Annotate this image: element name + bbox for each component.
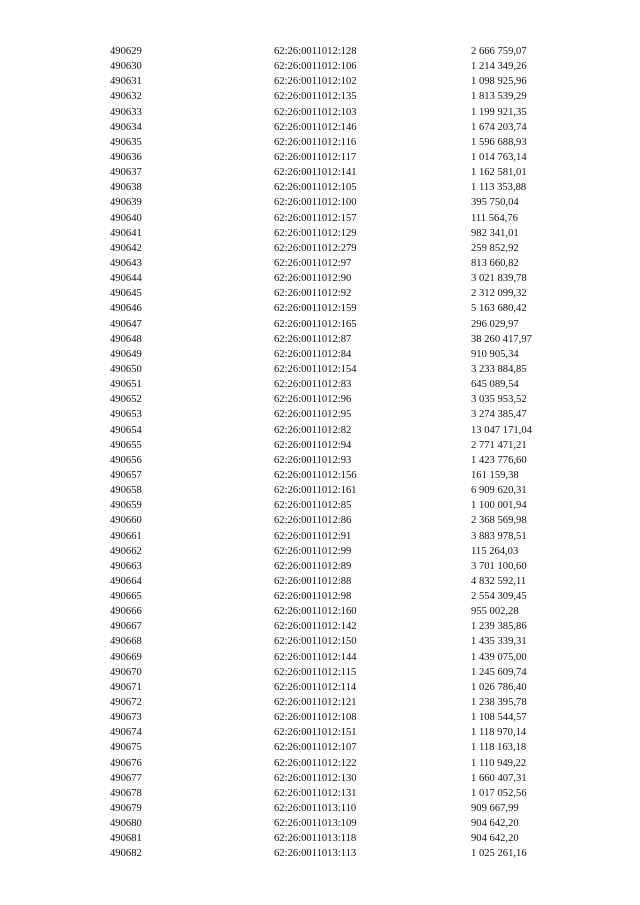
table-row <box>0 453 640 468</box>
row-number: 490630 <box>110 61 142 73</box>
row-number: 490682 <box>110 848 142 860</box>
table-row <box>0 195 640 210</box>
cadastral-number: 62:26:0011012:146 <box>274 121 357 133</box>
row-number: 490636 <box>110 151 142 163</box>
row-number: 490678 <box>110 787 142 799</box>
cadastral-number: 62:26:0011012:117 <box>274 151 357 163</box>
table-row <box>0 831 640 846</box>
cadastral-value: 161 159,38 <box>471 469 519 481</box>
cadastral-number: 62:26:0011012:130 <box>274 772 357 784</box>
cadastral-number: 62:26:0011012:87 <box>274 333 352 345</box>
table-row <box>0 74 640 89</box>
cadastral-number: 62:26:0011012:108 <box>274 712 357 724</box>
cadastral-value: 1 439 075,00 <box>471 651 527 663</box>
table-row <box>0 120 640 135</box>
cadastral-number: 62:26:0011012:114 <box>274 681 357 693</box>
cadastral-number: 62:26:0011012:83 <box>274 379 352 391</box>
row-number: 490649 <box>110 348 142 360</box>
row-number: 490654 <box>110 424 142 436</box>
cadastral-value: 395 750,04 <box>471 197 519 209</box>
row-number: 490629 <box>110 46 142 57</box>
row-number: 490641 <box>110 227 142 239</box>
cadastral-value: 1 238 395,78 <box>471 697 527 709</box>
cadastral-value: 3 701 100,60 <box>471 560 527 572</box>
cadastral-number: 62:26:0011012:96 <box>274 394 352 406</box>
cadastral-value: 1 025 261,16 <box>471 848 527 860</box>
row-number: 490672 <box>110 697 142 709</box>
cadastral-number: 62:26:0011012:128 <box>274 46 357 57</box>
row-number: 490679 <box>110 803 142 815</box>
cadastral-value: 1 014 763,14 <box>471 151 527 163</box>
table-row <box>0 438 640 453</box>
table-row <box>0 634 640 649</box>
row-number: 490661 <box>110 530 142 542</box>
cadastral-number: 62:26:0011012:279 <box>274 242 357 254</box>
cadastral-number: 62:26:0011012:154 <box>274 363 357 375</box>
cadastral-number: 62:26:0011012:105 <box>274 182 357 194</box>
table-row <box>0 771 640 786</box>
cadastral-number: 62:26:0011012:115 <box>274 666 357 678</box>
cadastral-value: 1 199 921,35 <box>471 106 527 118</box>
cadastral-value: 296 029,97 <box>471 318 519 330</box>
cadastral-number: 62:26:0011012:103 <box>274 106 357 118</box>
cadastral-value: 1 118 163,18 <box>471 742 527 754</box>
row-number: 490673 <box>110 712 142 724</box>
cadastral-value: 3 021 839,78 <box>471 273 527 285</box>
table-row <box>0 695 640 710</box>
cadastral-number: 62:26:0011012:91 <box>274 530 352 542</box>
cadastral-value: 1 110 949,22 <box>471 757 527 769</box>
cadastral-value: 909 667,99 <box>471 803 519 815</box>
row-number: 490653 <box>110 409 142 421</box>
table-row <box>0 135 640 150</box>
table-row <box>0 710 640 725</box>
table-row <box>0 619 640 634</box>
cadastral-number: 62:26:0011012:131 <box>274 787 357 799</box>
table-row <box>0 680 640 695</box>
cadastral-value: 904 642,20 <box>471 818 519 830</box>
table-row <box>0 180 640 195</box>
cadastral-value: 1 214 349,26 <box>471 61 527 73</box>
cadastral-value: 1 026 786,40 <box>471 681 527 693</box>
cadastral-number: 62:26:0011012:98 <box>274 591 352 603</box>
cadastral-number: 62:26:0011012:99 <box>274 545 352 557</box>
table-row <box>0 574 640 589</box>
cadastral-number: 62:26:0011012:165 <box>274 318 357 330</box>
cadastral-value: 813 660,82 <box>471 257 519 269</box>
cadastral-number: 62:26:0011012:95 <box>274 409 352 421</box>
table-row <box>0 226 640 241</box>
cadastral-value: 13 047 171,04 <box>471 424 532 436</box>
row-number: 490677 <box>110 772 142 784</box>
table-row <box>0 286 640 301</box>
cadastral-number: 62:26:0011012:84 <box>274 348 352 360</box>
cadastral-value: 1 100 001,94 <box>471 500 527 512</box>
row-number: 490639 <box>110 197 142 209</box>
table-row <box>0 317 640 332</box>
cadastral-value: 1 245 609,74 <box>471 666 527 678</box>
table-row <box>0 271 640 286</box>
cadastral-number: 62:26:0011012:86 <box>274 515 352 527</box>
cadastral-value: 3 035 953,52 <box>471 394 527 406</box>
row-number: 490666 <box>110 606 142 618</box>
cadastral-number: 62:26:0011012:121 <box>274 697 357 709</box>
row-number: 490670 <box>110 666 142 678</box>
row-number: 490671 <box>110 681 142 693</box>
row-number: 490644 <box>110 273 142 285</box>
row-number: 490656 <box>110 454 142 466</box>
cadastral-value: 1 098 925,96 <box>471 76 527 88</box>
cadastral-number: 62:26:0011012:159 <box>274 303 357 315</box>
table-row <box>0 801 640 816</box>
row-number: 490681 <box>110 833 142 845</box>
cadastral-value: 5 163 680,42 <box>471 303 527 315</box>
table-row <box>0 786 640 801</box>
row-number: 490668 <box>110 636 142 648</box>
table-row <box>0 165 640 180</box>
table-row <box>0 423 640 438</box>
cadastral-value: 1 239 385,86 <box>471 621 527 633</box>
table-row <box>0 362 640 377</box>
cadastral-number: 62:26:0011012:160 <box>274 606 357 618</box>
cadastral-value: 111 564,76 <box>471 212 518 224</box>
row-number: 490664 <box>110 575 142 587</box>
table-row <box>0 650 640 665</box>
row-number: 490640 <box>110 212 142 224</box>
row-number: 490659 <box>110 500 142 512</box>
table-row <box>0 559 640 574</box>
cadastral-number: 62:26:0011013:110 <box>274 803 357 815</box>
table-row <box>0 604 640 619</box>
cadastral-value: 1 596 688,93 <box>471 136 527 148</box>
row-number: 490642 <box>110 242 142 254</box>
row-number: 490680 <box>110 818 142 830</box>
table-row <box>0 756 640 771</box>
row-number: 490663 <box>110 560 142 572</box>
table-row <box>0 256 640 271</box>
table-row <box>0 483 640 498</box>
row-number: 490638 <box>110 182 142 194</box>
cadastral-value: 1 162 581,01 <box>471 167 527 179</box>
cadastral-number: 62:26:0011012:106 <box>274 61 357 73</box>
table-row <box>0 468 640 483</box>
cadastral-number: 62:26:0011012:88 <box>274 575 352 587</box>
cadastral-value: 4 832 592,11 <box>471 575 527 587</box>
cadastral-value: 3 274 385,47 <box>471 409 527 421</box>
cadastral-value: 1 423 776,60 <box>471 454 527 466</box>
cadastral-number: 62:26:0011012:107 <box>274 742 357 754</box>
cadastral-value: 955 002,28 <box>471 606 519 618</box>
table-row <box>0 150 640 165</box>
table-row <box>0 392 640 407</box>
cadastral-value: 1 118 970,14 <box>471 727 527 739</box>
row-number: 490651 <box>110 379 142 391</box>
row-number: 490637 <box>110 167 142 179</box>
cadastral-value: 1 017 052,56 <box>471 787 527 799</box>
cadastral-number: 62:26:0011012:100 <box>274 197 357 209</box>
row-number: 490643 <box>110 257 142 269</box>
cadastral-number: 62:26:0011012:82 <box>274 424 352 436</box>
cadastral-number: 62:26:0011012:97 <box>274 257 352 269</box>
table-row <box>0 816 640 831</box>
table-row <box>0 846 640 861</box>
cadastral-value: 2 312 099,32 <box>471 288 527 300</box>
table-row <box>0 498 640 513</box>
row-number: 490660 <box>110 515 142 527</box>
cadastral-value: 3 233 884,85 <box>471 363 527 375</box>
cadastral-number: 62:26:0011012:129 <box>274 227 357 239</box>
table-row <box>0 59 640 74</box>
row-number: 490675 <box>110 742 142 754</box>
row-number: 490646 <box>110 303 142 315</box>
table-row <box>0 347 640 362</box>
row-number: 490634 <box>110 121 142 133</box>
cadastral-number: 62:26:0011012:161 <box>274 485 357 497</box>
cadastral-number: 62:26:0011012:89 <box>274 560 352 572</box>
cadastral-value: 1 108 544,57 <box>471 712 527 724</box>
cadastral-number: 62:26:0011012:116 <box>274 136 357 148</box>
cadastral-number: 62:26:0011013:113 <box>274 848 357 860</box>
cadastral-value: 1 435 339,31 <box>471 636 527 648</box>
row-number: 490647 <box>110 318 142 330</box>
row-number: 490633 <box>110 106 142 118</box>
cadastral-number: 62:26:0011012:94 <box>274 439 352 451</box>
cadastral-number: 62:26:0011012:92 <box>274 288 352 300</box>
row-number: 490655 <box>110 439 142 451</box>
cadastral-number: 62:26:0011012:157 <box>274 212 357 224</box>
row-number: 490650 <box>110 363 142 375</box>
table-row <box>0 241 640 256</box>
cadastral-value: 1 813 539,29 <box>471 91 527 103</box>
cadastral-value: 2 554 309,45 <box>471 591 527 603</box>
cadastral-number: 62:26:0011012:90 <box>274 273 352 285</box>
row-number: 490648 <box>110 333 142 345</box>
table-row <box>0 407 640 422</box>
cadastral-number: 62:26:0011013:118 <box>274 833 357 845</box>
table-row <box>0 211 640 226</box>
cadastral-value: 2 771 471,21 <box>471 439 527 451</box>
cadastral-number: 62:26:0011012:150 <box>274 636 357 648</box>
table-row <box>0 44 640 59</box>
cadastral-value: 3 883 978,51 <box>471 530 527 542</box>
cadastral-value: 2 666 759,07 <box>471 46 527 57</box>
row-number: 490665 <box>110 591 142 603</box>
table-row <box>0 301 640 316</box>
cadastral-value: 2 368 569,98 <box>471 515 527 527</box>
cadastral-number: 62:26:0011012:122 <box>274 757 357 769</box>
cadastral-value: 6 909 620,31 <box>471 485 527 497</box>
cadastral-value: 645 089,54 <box>471 379 519 391</box>
cadastral-value: 1 113 353,88 <box>471 182 527 194</box>
cadastral-number: 62:26:0011012:93 <box>274 454 352 466</box>
row-number: 490669 <box>110 651 142 663</box>
cadastral-number: 62:26:0011012:156 <box>274 469 357 481</box>
cadastral-value: 38 260 417,97 <box>471 333 532 345</box>
table-row <box>0 89 640 104</box>
cadastral-value: 904 642,20 <box>471 833 519 845</box>
table-row <box>0 665 640 680</box>
row-number: 490645 <box>110 288 142 300</box>
table-row <box>0 105 640 120</box>
cadastral-number: 62:26:0011012:102 <box>274 76 357 88</box>
row-number: 490662 <box>110 545 142 557</box>
row-number: 490658 <box>110 485 142 497</box>
cadastral-value: 1 674 203,74 <box>471 121 527 133</box>
row-number: 490631 <box>110 76 142 88</box>
cadastral-value: 910 905,34 <box>471 348 519 360</box>
cadastral-number: 62:26:0011013:109 <box>274 818 357 830</box>
cadastral-number: 62:26:0011012:85 <box>274 500 352 512</box>
row-number: 490676 <box>110 757 142 769</box>
table-row <box>0 725 640 740</box>
table-row <box>0 513 640 528</box>
row-number: 490667 <box>110 621 142 633</box>
row-number: 490657 <box>110 469 142 481</box>
cadastral-number: 62:26:0011012:144 <box>274 651 357 663</box>
table-row <box>0 377 640 392</box>
row-number: 490635 <box>110 136 142 148</box>
table-row <box>0 529 640 544</box>
cadastral-number: 62:26:0011012:151 <box>274 727 357 739</box>
cadastral-value: 982 341,01 <box>471 227 519 239</box>
cadastral-number: 62:26:0011012:141 <box>274 167 357 179</box>
data-table <box>0 44 640 862</box>
table-row <box>0 544 640 559</box>
cadastral-value: 259 852,92 <box>471 242 519 254</box>
table-row <box>0 589 640 604</box>
table-row <box>0 740 640 755</box>
cadastral-number: 62:26:0011012:142 <box>274 621 357 633</box>
cadastral-value: 115 264,03 <box>471 545 519 557</box>
row-number: 490652 <box>110 394 142 406</box>
table-row <box>0 332 640 347</box>
row-number: 490674 <box>110 727 142 739</box>
cadastral-number: 62:26:0011012:135 <box>274 91 357 103</box>
cadastral-value: 1 660 407,31 <box>471 772 527 784</box>
row-number: 490632 <box>110 91 142 103</box>
